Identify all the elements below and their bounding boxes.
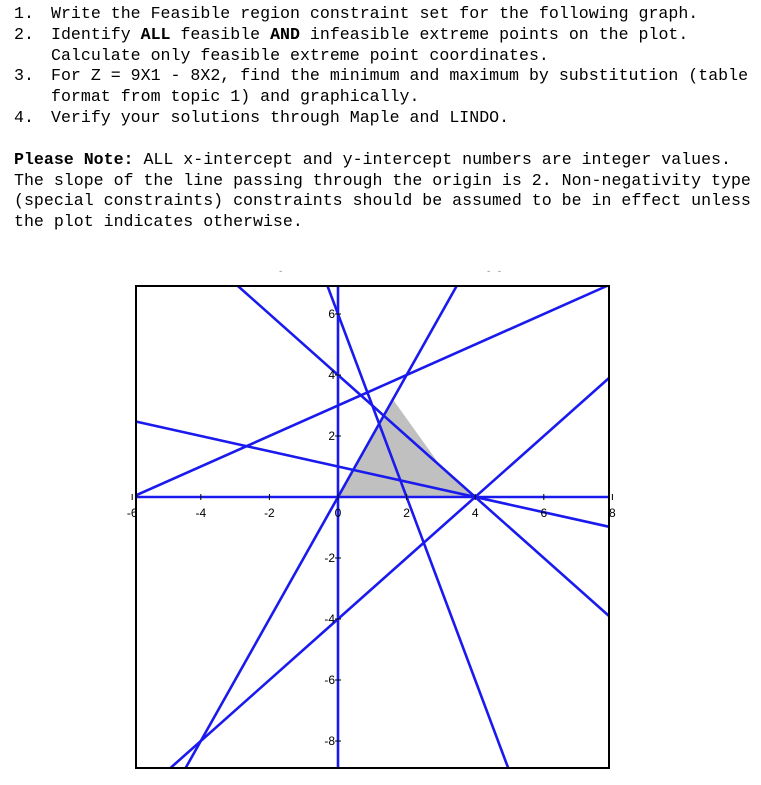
x-tick-label: -4 <box>195 506 207 520</box>
y-tick-label: -8 <box>324 734 335 748</box>
constraint-line <box>64 131 681 680</box>
stray-mark: - <box>278 267 284 277</box>
plot-frame <box>136 286 609 768</box>
y-tick-label: -4 <box>324 612 335 626</box>
plot-area <box>64 0 681 785</box>
x-tick-label: -2 <box>264 506 275 520</box>
note-text: ALL x-intercept and y-intercept numbers are integer values. The slope of the line passing through the origin is 2. Non-negativity type (special constraints) constraints should be assumed to be in effect unless the plot indicates otherwise. <box>14 149 761 232</box>
x-tick-label: -6 <box>126 506 138 520</box>
constraint-line <box>64 0 681 785</box>
x-tick-label: 4 <box>471 506 479 520</box>
constraint-line <box>64 0 681 785</box>
x-tick-label: 8 <box>609 506 616 520</box>
task-text: For Z = 9X1 - 8X2, find the minimum and maximum by substitution (table format from topic 1) and graphically. <box>51 66 759 107</box>
y-tick-label: -2 <box>324 551 335 565</box>
task-number: 2. <box>14 24 34 44</box>
task-number: 1. <box>14 4 34 23</box>
task-text: Verify your solutions through Maple and LINDO. <box>51 107 510 127</box>
constraint-line <box>64 314 681 785</box>
x-tick-label: 6 <box>540 506 548 520</box>
y-tick-label: -6 <box>324 673 335 687</box>
task-text: Write the Feasible region constraint set for the following graph. <box>51 4 699 23</box>
task-number: 4. <box>14 107 34 127</box>
note-label: Please Note: <box>14 149 134 169</box>
stray-mark: - - <box>486 267 503 277</box>
y-tick-label: 6 <box>328 307 335 321</box>
task-number: 3. <box>14 66 34 86</box>
y-tick-label: 4 <box>328 368 335 382</box>
y-tick-label: 2 <box>328 429 335 443</box>
x-tick-label: 2 <box>403 506 410 520</box>
task-text: Identify ALL feasible AND infeasible extreme points on the plot. Calculate only feasible extreme point coordinates. <box>51 24 699 65</box>
constraint-line <box>64 406 681 543</box>
x-tick-label: 0 <box>334 506 342 520</box>
